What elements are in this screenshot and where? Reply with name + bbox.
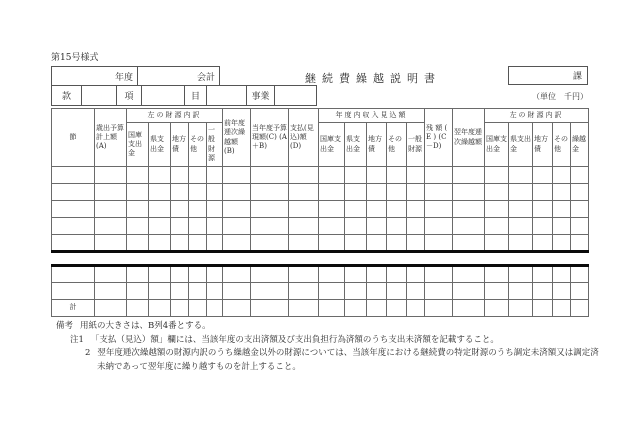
table-cell	[189, 283, 207, 300]
table-cell	[149, 283, 171, 300]
form-number: 第15号様式	[51, 53, 99, 63]
table-cell	[367, 184, 387, 201]
table-cell	[407, 300, 425, 317]
table-cell	[319, 235, 345, 252]
table-cell	[319, 266, 345, 283]
group-header-shunyu-mikomi: 年度内収入見込額	[319, 109, 425, 123]
table-cell	[171, 218, 189, 235]
table-cell	[149, 266, 171, 283]
note2-text-line1: 翌年度逓次繰越額の財源内訳のうち繰越金以外の財源については、当該年度における継続費の特定財源のうち調定未済額又は調定済	[97, 348, 599, 358]
table-cell	[52, 218, 95, 235]
table-cell	[553, 283, 571, 300]
table-cell	[319, 184, 345, 201]
table-cell	[319, 201, 345, 218]
table-cell	[251, 266, 289, 283]
table-cell	[509, 167, 533, 184]
table-cell	[425, 283, 453, 300]
table-cell	[425, 235, 453, 252]
fiscal-year-row	[51, 66, 220, 87]
table-cell	[367, 283, 387, 300]
table-cell	[207, 201, 223, 218]
table-cell	[251, 235, 289, 252]
table-row	[52, 167, 589, 184]
table-row	[52, 300, 589, 317]
table-cell	[571, 184, 589, 201]
table-cell	[533, 184, 553, 201]
table-cell	[171, 235, 189, 252]
table-cell	[251, 283, 289, 300]
table-cell	[367, 235, 387, 252]
table-cell	[127, 218, 149, 235]
table-cell	[345, 266, 367, 283]
table-cell	[453, 283, 485, 300]
note2-text-line2: 未納であって翌年度に繰り越すものを計上すること。	[97, 361, 301, 372]
table-cell	[95, 201, 127, 218]
table-cell	[553, 300, 571, 317]
table-cell	[95, 218, 127, 235]
table-cell	[127, 201, 149, 218]
table-cell	[149, 201, 171, 218]
table-cell	[319, 300, 345, 317]
table-cell	[207, 218, 223, 235]
table-cell	[289, 266, 319, 283]
kan-value-cell	[82, 86, 117, 106]
table-cell	[207, 235, 223, 252]
table-row	[52, 201, 589, 218]
table-cell	[251, 184, 289, 201]
table-cell	[345, 167, 367, 184]
sub-header-kokko-1: 国庫支出金	[127, 123, 149, 167]
sub-header-chihosai-2: 地方債	[367, 123, 387, 167]
table-cell	[571, 235, 589, 252]
table-cell	[367, 300, 387, 317]
table-cell	[223, 266, 251, 283]
sub-header-kurikoshikin: 繰越金	[571, 123, 589, 167]
table-cell	[387, 201, 407, 218]
table-cell	[289, 218, 319, 235]
table-cell	[553, 184, 571, 201]
table-cell	[52, 167, 95, 184]
table-cell	[367, 201, 387, 218]
table-cell	[207, 266, 223, 283]
table-cell	[407, 218, 425, 235]
table-cell	[95, 266, 127, 283]
note2-line2	[97, 361, 596, 375]
table-cell	[407, 283, 425, 300]
table-cell	[533, 300, 553, 317]
table-cell	[485, 218, 509, 235]
table-cell	[533, 167, 553, 184]
table-cell	[223, 300, 251, 317]
table-cell	[52, 266, 95, 283]
jigyo-label: 事業	[247, 86, 275, 106]
table-cell	[533, 201, 553, 218]
table-cell	[319, 283, 345, 300]
table-cell	[453, 266, 485, 283]
table-cell	[425, 300, 453, 317]
table-cell	[367, 266, 387, 283]
table-cell	[485, 266, 509, 283]
table-cell	[533, 266, 553, 283]
table-cell	[485, 167, 509, 184]
table-cell	[189, 266, 207, 283]
table-cell	[223, 167, 251, 184]
col-header-zennendo-kurikoshi: 前年度逓次繰越額 (B)	[223, 109, 251, 167]
table-cell	[189, 184, 207, 201]
ko-label: 項	[117, 86, 142, 106]
table-cell	[171, 266, 189, 283]
col-header-shiharai-mikomi: 支払(見込)額 (D)	[289, 109, 319, 167]
table-cell	[127, 283, 149, 300]
table-cell	[425, 167, 453, 184]
sub-header-ken-2: 県支出金	[345, 123, 367, 167]
table-row	[52, 266, 589, 283]
table-cell	[571, 266, 589, 283]
table-cell	[149, 300, 171, 317]
table-cell	[223, 235, 251, 252]
table-cell	[509, 218, 533, 235]
table-cell	[251, 300, 289, 317]
carryover-table	[51, 108, 589, 253]
table-cell	[95, 300, 127, 317]
table-cell	[289, 300, 319, 317]
table-cell	[571, 218, 589, 235]
table-cell	[425, 201, 453, 218]
note2-line1	[85, 347, 599, 361]
col-header-setsu: 節	[52, 109, 95, 167]
table-cell	[553, 218, 571, 235]
table-cell	[289, 235, 319, 252]
table-cell	[485, 201, 509, 218]
sub-header-sonota-1: その他	[189, 123, 207, 167]
table-cell	[95, 184, 127, 201]
table-cell	[425, 266, 453, 283]
jigyo-value-cell	[275, 86, 317, 106]
table-cell	[345, 300, 367, 317]
table-cell	[52, 201, 95, 218]
col-header-zangaku: 残 額 ( E ) (C－D)	[425, 109, 453, 167]
table-cell	[453, 300, 485, 317]
table-cell	[171, 201, 189, 218]
col-header-saishutsu-yosan: 歳出予算計上額 (A)	[95, 109, 127, 167]
table-cell	[533, 283, 553, 300]
table-cell	[251, 201, 289, 218]
table-cell	[189, 300, 207, 317]
department-field: 課	[508, 66, 588, 85]
table-cell	[223, 184, 251, 201]
table-cell	[485, 184, 509, 201]
fiscal-year-field: 年度	[52, 67, 138, 87]
table-cell	[207, 300, 223, 317]
table-cell	[207, 184, 223, 201]
sub-header-ippan-1: 一般財源	[207, 123, 223, 167]
sub-header-sonota-3: その他	[553, 123, 571, 167]
notes-block	[56, 320, 599, 374]
table-cell	[149, 167, 171, 184]
table-cell	[367, 167, 387, 184]
table-cell	[127, 167, 149, 184]
table-row	[52, 184, 589, 201]
table-cell	[319, 167, 345, 184]
table-cell	[407, 266, 425, 283]
table-cell	[485, 283, 509, 300]
total-table	[51, 264, 589, 317]
table-cell	[425, 218, 453, 235]
table-cell	[171, 184, 189, 201]
table-cell	[289, 283, 319, 300]
table-cell	[189, 201, 207, 218]
group-header-zaigen-left: 左の財源内訳	[127, 109, 223, 123]
sub-header-chihosai-1: 地方債	[171, 123, 189, 167]
remark-line	[56, 320, 596, 334]
remark-text: 用紙の大きさは、B列4番とする。	[80, 321, 211, 331]
col-header-tonendo-yosan: 当年度予算現額(C) (A＋B)	[251, 109, 289, 167]
note1-label: 注1	[70, 334, 84, 345]
budget-classification-row	[51, 85, 317, 106]
table-cell	[485, 235, 509, 252]
table-cell	[425, 184, 453, 201]
table-row	[52, 218, 589, 235]
unit-note: （単位 千円）	[532, 92, 588, 101]
table-cell	[387, 167, 407, 184]
table-cell	[387, 218, 407, 235]
moku-value-cell	[207, 86, 247, 106]
note1-text: 「支払（見込）額」欄には、当該年度の支出済額及び支出負担行為済額のうち支出未済額を記載すること。	[90, 334, 499, 345]
table-cell	[95, 235, 127, 252]
note2-label: 2	[85, 348, 91, 358]
ko-value-cell	[142, 86, 185, 106]
table-cell	[553, 266, 571, 283]
table-cell	[407, 184, 425, 201]
table-cell	[453, 167, 485, 184]
table-cell	[127, 300, 149, 317]
sub-header-ken-1: 県支出金	[149, 123, 171, 167]
table-cell	[127, 184, 149, 201]
table-cell	[571, 283, 589, 300]
table-cell	[223, 201, 251, 218]
form-title: 継続費繰越説明書	[305, 72, 441, 85]
table-cell	[387, 235, 407, 252]
table-cell	[171, 167, 189, 184]
table-cell	[345, 218, 367, 235]
table-cell	[509, 283, 533, 300]
table-cell	[171, 283, 189, 300]
total-label-cell: 計	[52, 300, 95, 317]
table-cell	[289, 167, 319, 184]
table-cell	[251, 167, 289, 184]
col-header-yokunendo-kurikoshi: 翌年度逓次繰越額	[453, 109, 485, 167]
sub-header-ken-3: 県支出金	[509, 123, 533, 167]
remark-label: 備考	[56, 321, 74, 331]
group-header-zaigen-right: 左の財源内訳	[485, 109, 589, 123]
table-cell	[453, 201, 485, 218]
table-cell	[407, 167, 425, 184]
table-cell	[387, 283, 407, 300]
table-cell	[509, 266, 533, 283]
table-row	[52, 283, 589, 300]
table-cell	[345, 283, 367, 300]
table-cell	[95, 167, 127, 184]
table-cell	[149, 184, 171, 201]
table-cell	[345, 184, 367, 201]
table-row	[52, 235, 589, 252]
table-cell	[52, 184, 95, 201]
table-cell	[407, 201, 425, 218]
table-cell	[367, 218, 387, 235]
table-cell	[553, 167, 571, 184]
accounting-field: 会計	[138, 67, 220, 87]
table-cell	[553, 201, 571, 218]
table-cell	[453, 218, 485, 235]
table-cell	[387, 184, 407, 201]
sub-header-kokko-3: 国庫支出金	[485, 123, 509, 167]
table-cell	[509, 235, 533, 252]
table-cell	[345, 201, 367, 218]
table-cell	[95, 283, 127, 300]
table-cell	[189, 218, 207, 235]
sub-header-sonota-2: その他	[387, 123, 407, 167]
table-cell	[127, 266, 149, 283]
table-cell	[52, 235, 95, 252]
table-cell	[509, 184, 533, 201]
table-cell	[571, 300, 589, 317]
table-cell	[345, 235, 367, 252]
table-cell	[207, 283, 223, 300]
table-cell	[189, 167, 207, 184]
table-cell	[387, 266, 407, 283]
table-cell	[223, 218, 251, 235]
table-cell	[453, 235, 485, 252]
table-cell	[509, 201, 533, 218]
table-cell	[149, 235, 171, 252]
table-cell	[571, 201, 589, 218]
table-cell	[407, 235, 425, 252]
note1-line	[70, 334, 596, 348]
table-cell	[509, 300, 533, 317]
table-cell	[289, 184, 319, 201]
table-cell	[127, 235, 149, 252]
table-cell	[571, 167, 589, 184]
table-cell	[485, 300, 509, 317]
kan-label: 款	[52, 86, 82, 106]
table-cell	[189, 235, 207, 252]
table-cell	[52, 283, 95, 300]
table-cell	[223, 283, 251, 300]
sub-header-kokko-2: 国庫支出金	[319, 123, 345, 167]
table-cell	[387, 300, 407, 317]
table-cell	[171, 300, 189, 317]
sub-header-ippan-2: 一般財源	[407, 123, 425, 167]
table-cell	[319, 218, 345, 235]
table-cell	[289, 201, 319, 218]
table-cell	[553, 235, 571, 252]
table-cell	[149, 218, 171, 235]
table-cell	[533, 218, 553, 235]
table-cell	[533, 235, 553, 252]
table-cell	[453, 184, 485, 201]
table-cell	[251, 218, 289, 235]
sub-header-chihosai-3: 地方債	[533, 123, 553, 167]
moku-label: 目	[185, 86, 207, 106]
table-cell	[207, 167, 223, 184]
